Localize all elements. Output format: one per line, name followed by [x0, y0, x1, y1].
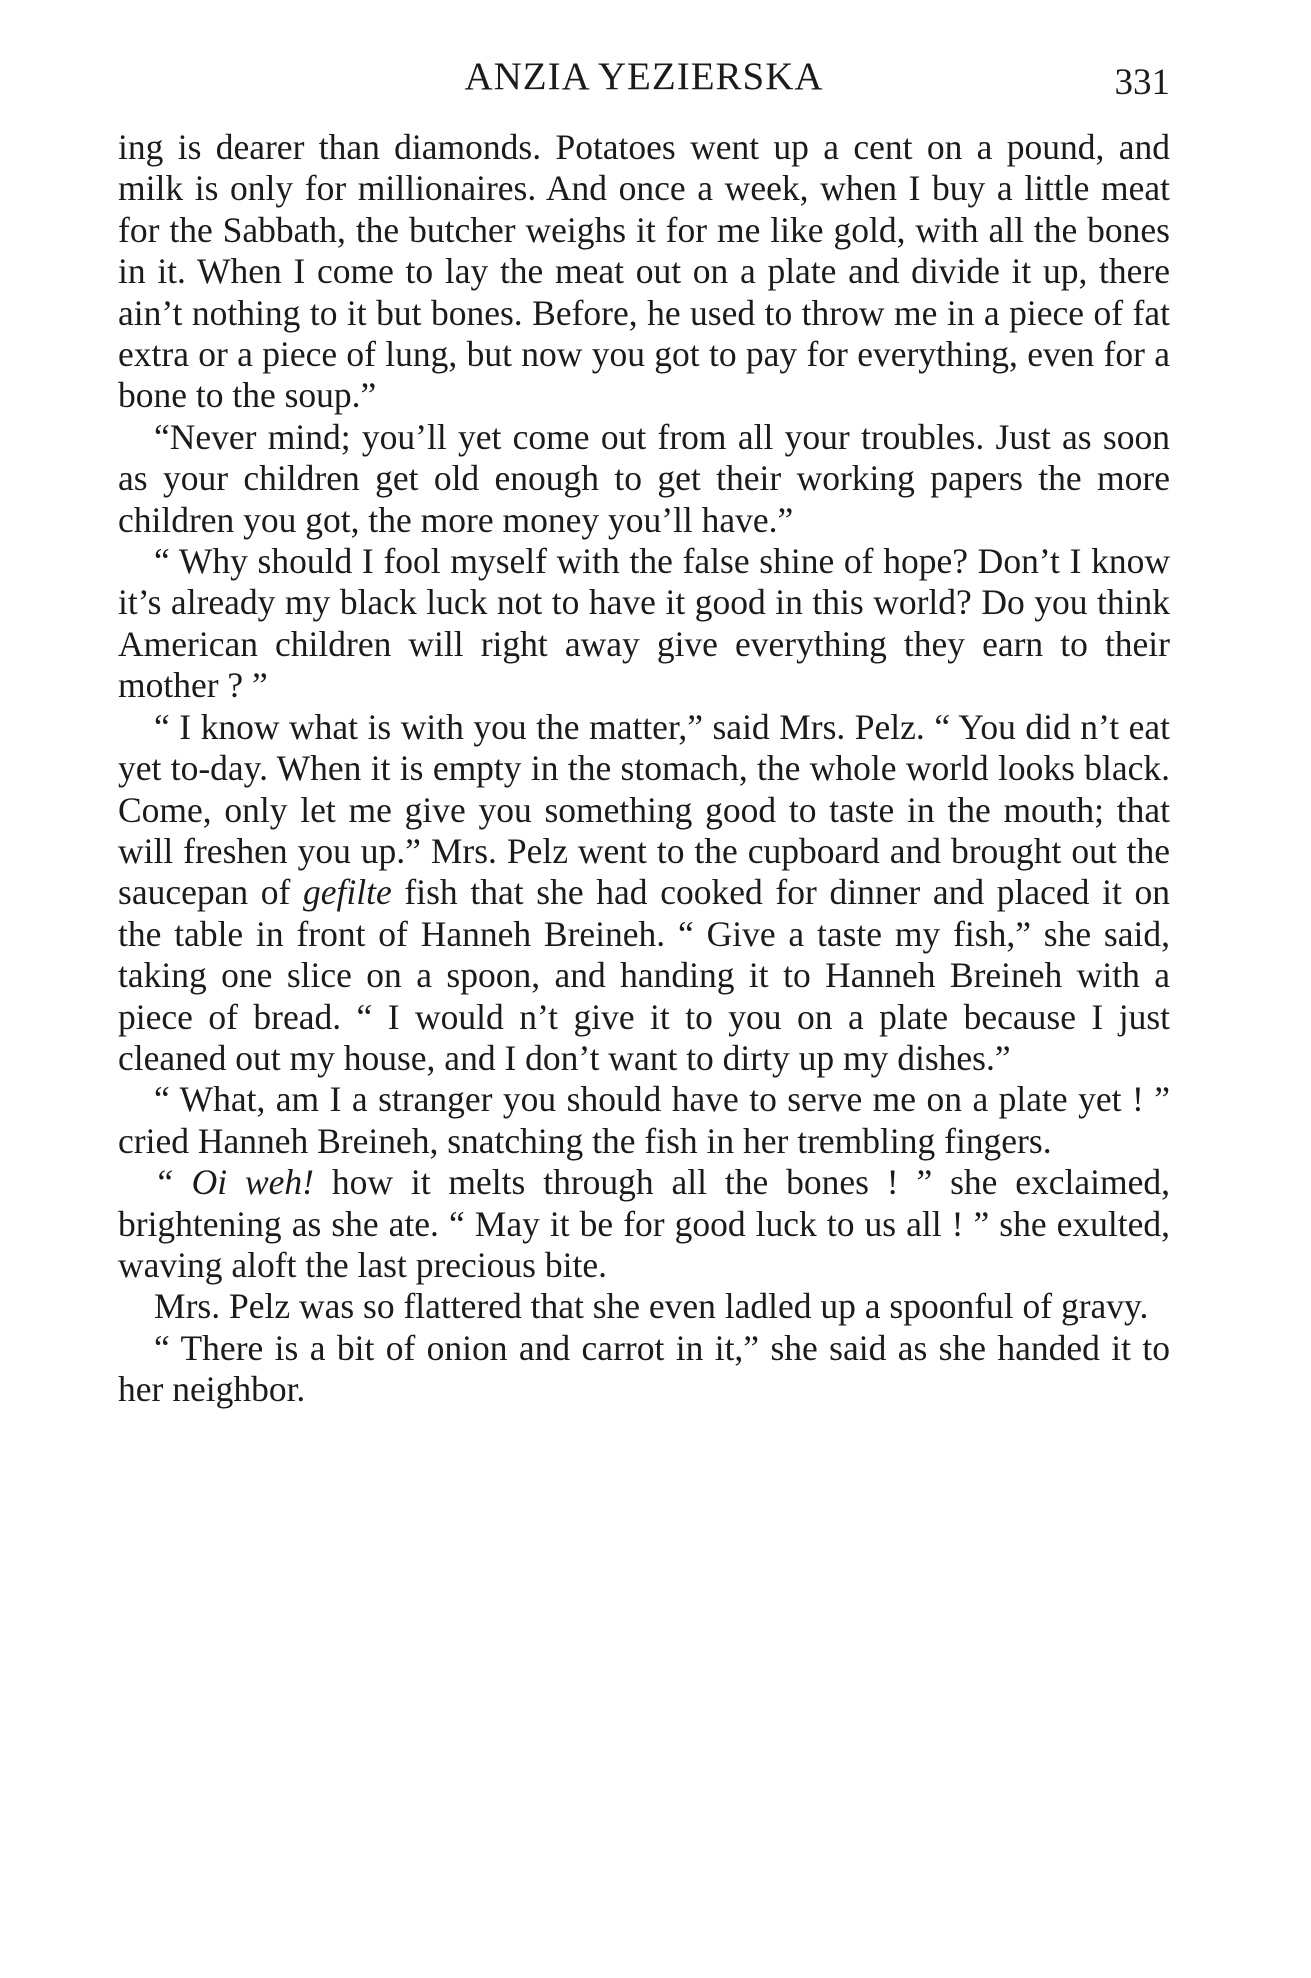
paragraph: “ Why should I fool myself with the false shine of hope? Don’t I know it’s already my black luck not to have it good in this world? Do you think American children will right away give everything they earn to their mother ? ”	[118, 541, 1170, 706]
paragraph-text: “ I know what is with you the matter,” said Mrs. Pelz. “ You did n’t eat yet to-day. When it is empty in the stomach, the whole world looks black. Come, only let me give you something good to taste in the mouth; that will freshen you up.” Mrs. Pelz went to the cupboard and brought out the saucepan of	[118, 706, 1170, 913]
italic-word: gefilte	[303, 872, 392, 913]
italic-phrase: “ Oi weh!	[154, 1162, 314, 1203]
paragraph: Mrs. Pelz was so flattered that she even ladled up a spoonful of gravy.	[154, 1286, 1149, 1327]
body-text	[118, 127, 1170, 1411]
page-header	[118, 52, 1170, 102]
running-head: ANZIA YEZIERSKA	[464, 55, 824, 98]
paragraph	[118, 1162, 1170, 1286]
paragraph: “ What, am I a stranger you should have to serve me on a plate yet ! ” cried Hanneh Breineh, snatching the fish in her trembling fingers.	[118, 1079, 1170, 1161]
paragraph: ing is dearer than diamonds. Potatoes went up a cent on a pound, and milk is only for millionaires. And once a week, when I buy a little meat for the Sabbath, the butcher weighs it for me like gold, with all the bones in it. When I come to lay the meat out on a plate and divide it up, there ain’t nothing to it but bones. Before, he used to throw me in a piece of fat extra or a piece of lung, but now you got to pay for everything, even for a bone to the soup.”	[118, 127, 1170, 416]
page-number: 331	[1114, 62, 1170, 103]
paragraph: “Never mind; you’ll yet come out from all your troubles. Just as soon as your children get old enough to get their working papers the more children you got, the more money you’ll have.”	[118, 416, 1170, 540]
paragraph	[118, 707, 1170, 1080]
paragraph-text: how it melts through all the bones ! ” she exclaimed, brightening as she ate. “ May it be for good luck to us all ! ” she exulted, waving aloft the last precious bite.	[118, 1162, 1171, 1285]
paragraph: “ There is a bit of onion and carrot in it,” she said as she handed it to her neighbor.	[118, 1327, 1170, 1410]
paragraph-text: fish that she had cooked for dinner and placed it on the table in front of Hanneh Breineh. “ Give a taste my fish,” she said, taking one slice on a spoon, and handing it to Hanneh Breineh with a piece of bread. “ I would n’t give it to you on a plate because I just cleaned out my house, and I don’t want to dirty up my dishes.”	[118, 872, 1170, 1078]
